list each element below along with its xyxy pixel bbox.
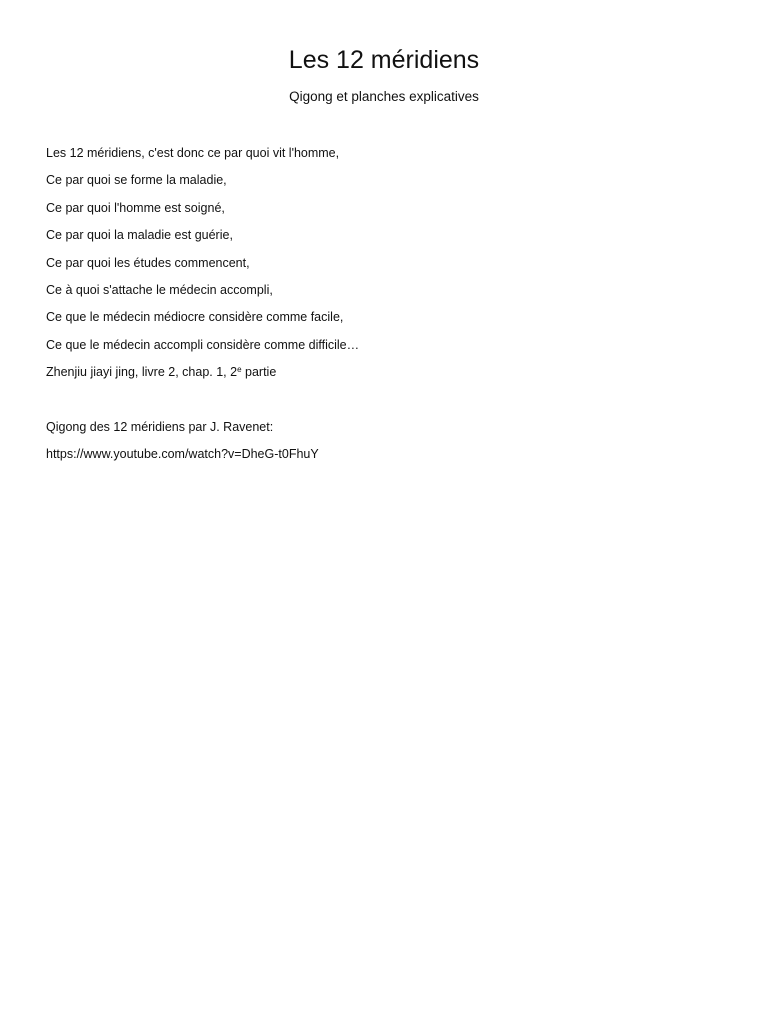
citation-suffix: partie — [241, 365, 277, 380]
quote-line: Ce que le médecin médiocre considère comme facile, — [46, 310, 344, 325]
citation-superscript: e — [237, 365, 242, 375]
quote-line: Ce par quoi l'homme est soigné, — [46, 200, 225, 215]
quote-line: Ce par quoi se forme la maladie, — [46, 173, 227, 188]
quote-line: Ce à quoi s'attache le médecin accompli, — [46, 282, 273, 297]
citation-prefix: Zhenjiu jiayi jing, livre 2, chap. 1, 2 — [46, 365, 238, 380]
page-title: Les 12 méridiens — [288, 46, 480, 74]
document-body — [46, 144, 726, 473]
quote-line: Ce par quoi la maladie est guérie, — [46, 228, 233, 243]
video-label: Qigong des 12 méridiens par J. Ravenet: — [46, 419, 274, 434]
page-subtitle: Qigong et planches explicatives — [289, 89, 479, 104]
quote-line: Ce que le médecin accompli considère comme difficile… — [46, 337, 360, 352]
quote-line: Ce par quoi les études commencent, — [46, 255, 250, 270]
video-url: https://www.youtube.com/watch?v=DheG-t0FhuY — [46, 447, 319, 462]
paragraph-spacer — [46, 391, 726, 418]
quote-line: Les 12 méridiens, c'est donc ce par quoi vit l'homme, — [46, 146, 340, 160]
citation — [46, 363, 726, 381]
